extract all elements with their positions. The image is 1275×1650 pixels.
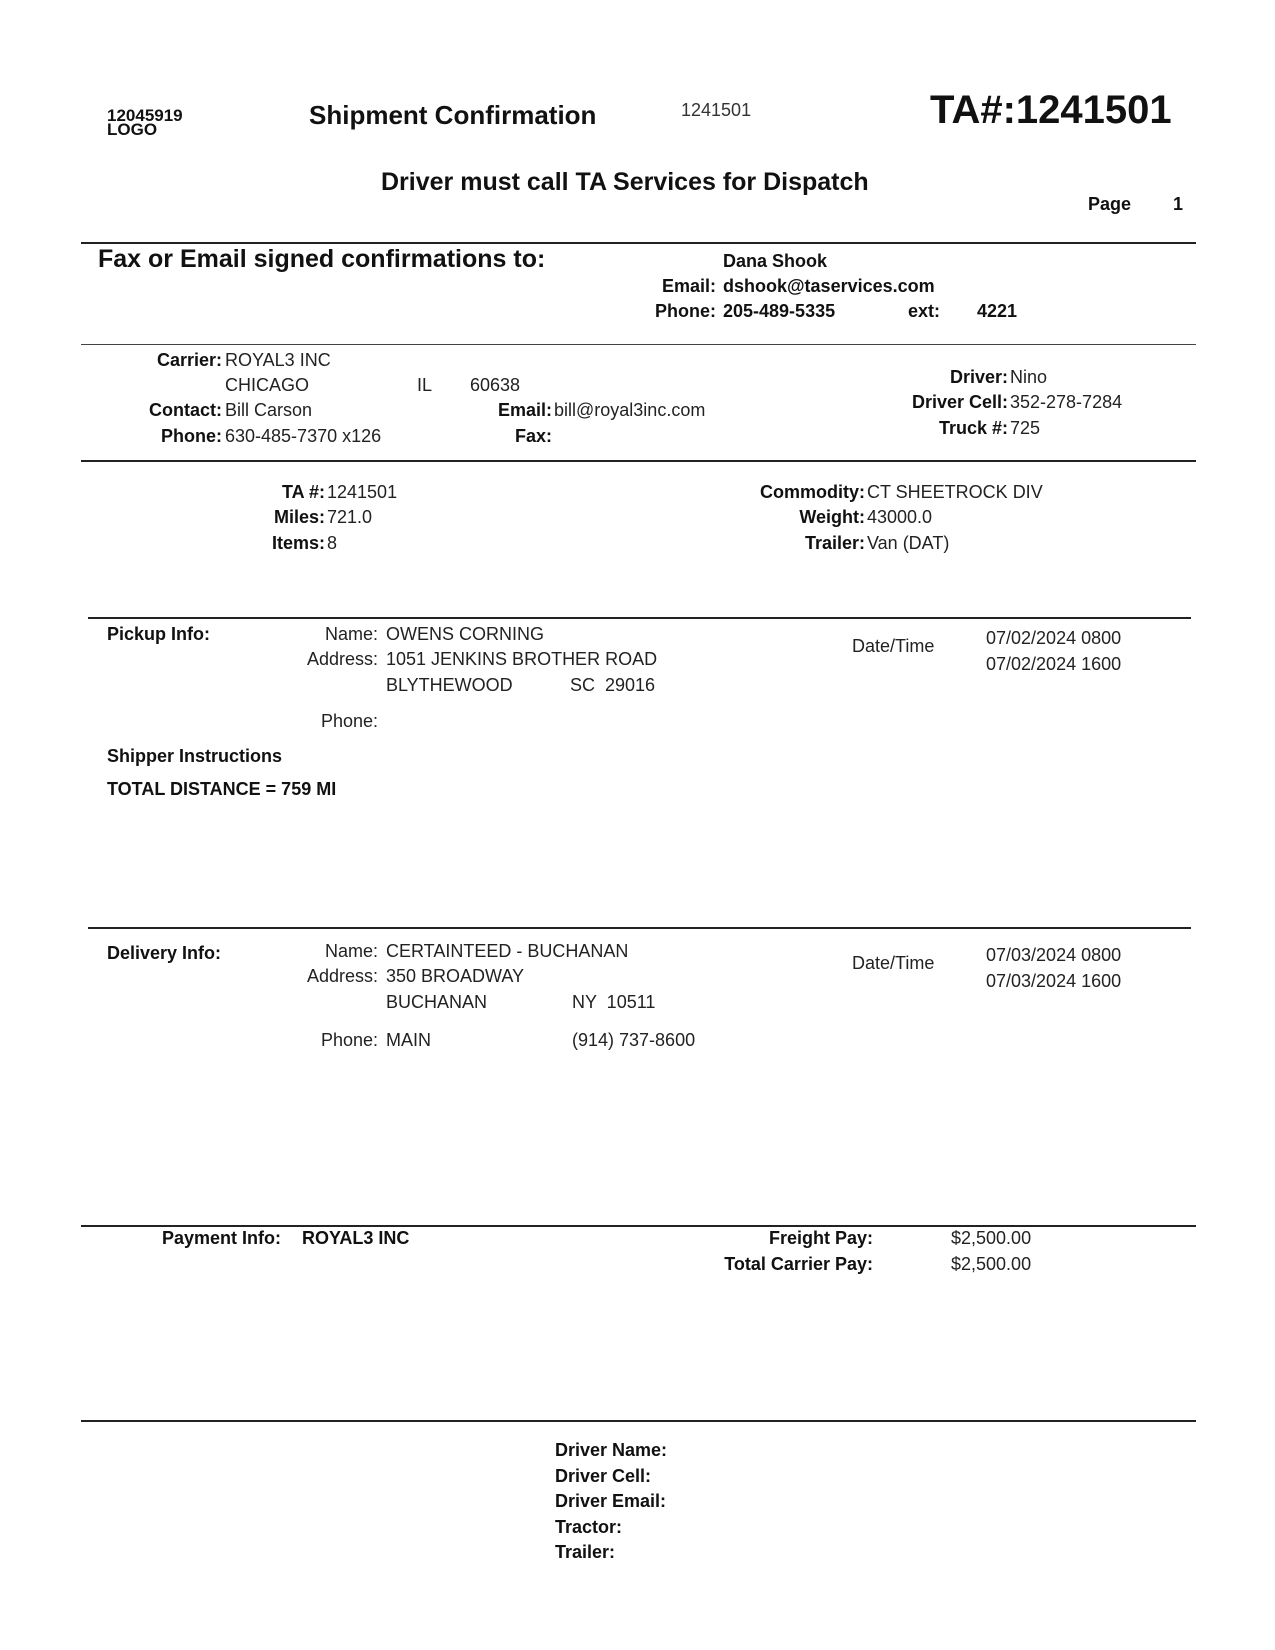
load-ta: 1241501: [327, 482, 398, 502]
contact-phone-label: Phone:: [655, 301, 716, 321]
contact-ext: 4221: [977, 301, 1018, 321]
delivery-phone-label: Phone:: [320, 1030, 378, 1050]
freight-pay-label: Freight Pay:: [768, 1228, 873, 1248]
delivery-section-label: Delivery Info:: [107, 943, 222, 963]
form-driver-email-label: Driver Email:: [555, 1491, 667, 1511]
pickup-state-zip: SC 29016: [570, 675, 656, 695]
contact-name: Dana Shook: [723, 251, 828, 271]
carrier-name: ROYAL3 INC: [225, 350, 331, 370]
carrier-contact-label: Contact:: [149, 400, 222, 420]
delivery-date-start: 07/03/2024 0800: [986, 945, 1122, 965]
driver-name: Nino: [1010, 367, 1048, 387]
payment-payee: ROYAL3 INC: [302, 1228, 410, 1248]
driver-cell: 352-278-7284: [1010, 392, 1123, 412]
carrier-label: Carrier:: [156, 350, 222, 370]
shipper-instructions-label: Shipper Instructions: [107, 746, 283, 766]
ta-number-small: 1241501: [681, 100, 752, 120]
trailer-label: Trailer:: [804, 533, 865, 553]
page-number: 1: [1173, 194, 1184, 214]
carrier-phone: 630-485-7370 x126: [225, 426, 382, 446]
delivery-state-zip: NY 10511: [572, 992, 656, 1012]
divider-payment: [81, 1420, 1196, 1422]
delivery-phone: (914) 737-8600: [572, 1030, 696, 1050]
freight-pay-value: $2,500.00: [951, 1228, 1032, 1248]
form-driver-cell-label: Driver Cell:: [555, 1466, 652, 1486]
pickup-datetime-label: Date/Time: [852, 636, 935, 656]
delivery-name-label: Name:: [324, 941, 378, 961]
truck-number: 725: [1010, 418, 1041, 438]
page-title: Shipment Confirmation: [309, 100, 597, 130]
pickup-address-label: Address:: [306, 649, 378, 669]
payment-info-label: Payment Info:: [162, 1228, 282, 1248]
trailer-value: Van (DAT): [867, 533, 950, 553]
carrier-fax-label: Fax:: [514, 426, 552, 446]
delivery-name: CERTAINTEED - BUCHANAN: [386, 941, 629, 961]
commodity-value: CT SHEETROCK DIV: [867, 482, 1043, 502]
contact-email-label: Email:: [661, 276, 716, 296]
miles-label: Miles:: [273, 507, 325, 527]
delivery-phone-type: MAIN: [386, 1030, 431, 1050]
pickup-date-start: 07/02/2024 0800: [986, 628, 1122, 648]
logo-text: LOGO: [107, 120, 158, 139]
carrier-state: IL: [417, 375, 433, 395]
ta-number-large: TA#:1241501: [930, 88, 1172, 132]
divider-pickup: [88, 927, 1191, 929]
contact-ext-label: ext:: [908, 301, 941, 321]
shipper-instructions: TOTAL DISTANCE = 759 MI: [107, 779, 337, 799]
confirmations-heading: Fax or Email signed confirmations to:: [98, 245, 546, 273]
items-label: Items:: [271, 533, 325, 553]
pickup-name: OWENS CORNING: [386, 624, 545, 644]
pickup-date-end: 07/02/2024 1600: [986, 654, 1122, 674]
divider-delivery: [81, 1225, 1196, 1227]
divider-load: [88, 617, 1191, 619]
contact-phone: 205-489-5335: [723, 301, 836, 321]
weight-label: Weight:: [799, 507, 865, 527]
delivery-datetime-label: Date/Time: [852, 953, 935, 973]
page-label: Page: [1088, 194, 1132, 214]
logo-placeholder: [107, 106, 183, 139]
carrier-contact: Bill Carson: [225, 400, 313, 420]
pickup-name-label: Name:: [324, 624, 378, 644]
pickup-address: 1051 JENKINS BROTHER ROAD: [386, 649, 658, 669]
delivery-city: BUCHANAN: [386, 992, 488, 1012]
truck-label: Truck #:: [938, 418, 1008, 438]
carrier-email[interactable]: bill@royal3inc.com: [554, 400, 706, 420]
driver-cell-label: Driver Cell:: [911, 392, 1008, 412]
delivery-date-end: 07/03/2024 1600: [986, 971, 1122, 991]
divider-carrier: [81, 460, 1196, 462]
pickup-section-label: Pickup Info:: [107, 624, 210, 644]
carrier-phone-label: Phone:: [161, 426, 222, 446]
weight-value: 43000.0: [867, 507, 933, 527]
pickup-phone-label: Phone:: [320, 711, 378, 731]
dispatch-note: Driver must call TA Services for Dispatch: [381, 168, 869, 196]
commodity-label: Commodity:: [760, 482, 865, 502]
total-carrier-pay-label: Total Carrier Pay:: [724, 1254, 873, 1274]
carrier-zip: 60638: [470, 375, 521, 395]
pickup-city: BLYTHEWOOD: [386, 675, 513, 695]
form-tractor-label: Tractor:: [555, 1517, 623, 1537]
delivery-address-label: Address:: [306, 966, 378, 986]
total-carrier-pay-value: $2,500.00: [951, 1254, 1032, 1274]
load-ta-label: TA #:: [282, 482, 325, 502]
form-driver-name-label: Driver Name:: [555, 1440, 668, 1460]
divider-contact: [81, 344, 1196, 345]
carrier-city: CHICAGO: [225, 375, 310, 395]
driver-label: Driver:: [949, 367, 1008, 387]
logo-number: 12045919: [107, 106, 183, 125]
divider-top: [81, 242, 1196, 244]
delivery-address: 350 BROADWAY: [386, 966, 525, 986]
carrier-email-label: Email:: [497, 400, 552, 420]
form-trailer-label: Trailer:: [555, 1542, 616, 1562]
contact-email[interactable]: dshook@taservices.com: [723, 276, 935, 296]
miles-value: 721.0: [327, 507, 373, 527]
items-value: 8: [327, 533, 338, 553]
